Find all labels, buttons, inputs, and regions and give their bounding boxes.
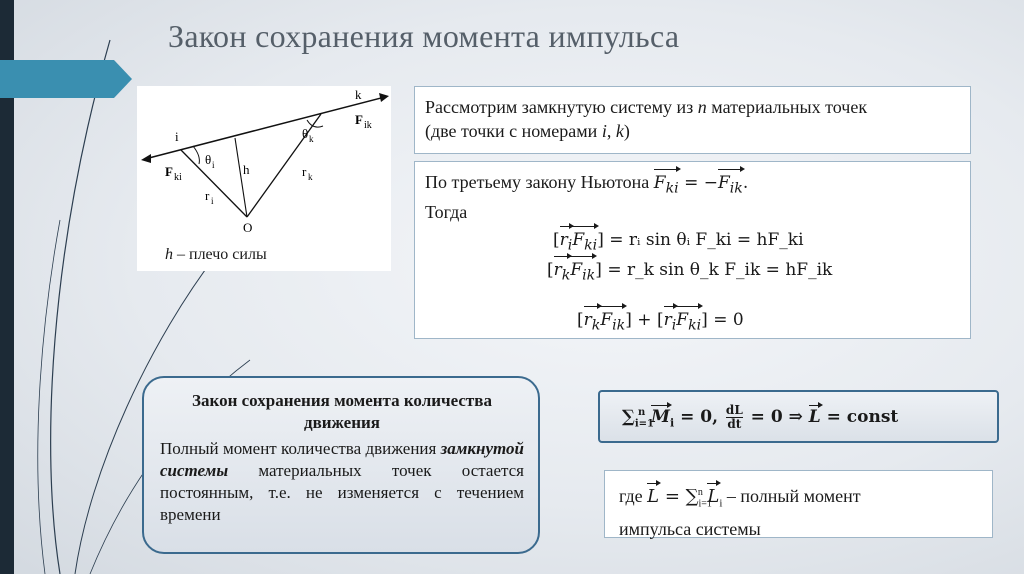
svg-text:ik: ik <box>364 120 372 131</box>
moment-diagram <box>137 86 391 271</box>
newton-equation: $F_{ki} = -F_{ik}$. <box>654 173 749 193</box>
law-title: Закон сохранения момента количества движения <box>192 391 492 432</box>
svg-text:i: i <box>211 196 214 206</box>
label-theta-i: θ <box>205 152 212 167</box>
label-F-ki: F <box>165 164 173 179</box>
label-O: O <box>243 220 253 235</box>
conservation-law-box <box>142 376 540 554</box>
figure-caption: h – плечо силы <box>165 246 267 263</box>
label-r-i: r <box>205 188 210 203</box>
equation-3: $[r_kF_{ik}] + [r_iF_{ki}] = 0$ <box>577 308 744 337</box>
label-theta-k: θ <box>302 126 309 141</box>
intro-box: Рассмотрим замкнутую систему из n материальных точек (две точки с номерами i, k) <box>414 86 971 154</box>
dL-dt-fraction: $\frac{dL}{dt}$ <box>725 403 743 431</box>
svg-text:k: k <box>308 172 313 182</box>
equation-1: $[r_iF_{ki}]$ = rᵢ sin θᵢ F_ki = hF_ki <box>553 228 804 257</box>
svg-text:i: i <box>212 160 215 170</box>
label-h: h <box>243 162 250 177</box>
law-body: Полный момент количества движения замкнутой системы материальных точек остается постоянным, т.е. не изменяется с течением времени <box>160 439 524 524</box>
equation-2: $[r_kF_{ik}]$ = r_k sin θ_k F_ik = hF_ik <box>547 258 832 287</box>
page-title: Закон сохранения момента импульса <box>168 18 680 54</box>
svg-text:k: k <box>309 134 314 144</box>
total-momentum-box: где $L = \sum_{i=1}^n$ $L_i$ – полный момент импульса системы <box>604 470 993 538</box>
label-k: k <box>355 87 362 102</box>
newton-box: По третьему закону Ньютона $F_{ki} = -F_{ik}$. Тогда $[r_iF_{ki}]$ = rᵢ sin θᵢ F_ki = hF_ki $[r_kF_{ik}]$ = r_k sin θ_k F_ik = hF_ik $[r_kF_{ik}] + [r_iF_{ki}] = 0$ <box>414 161 971 339</box>
title-arrow-tab <box>0 60 132 98</box>
label-r-k: r <box>302 164 307 179</box>
label-i: i <box>175 129 179 144</box>
law-equation-box: $\sum_{i=1}^n$ $M_i = 0$, $\frac{dL}{dt}$ = 0 ⇒ L = const <box>598 390 999 443</box>
label-F-ik: F <box>355 112 363 127</box>
svg-text:ki: ki <box>174 172 182 183</box>
